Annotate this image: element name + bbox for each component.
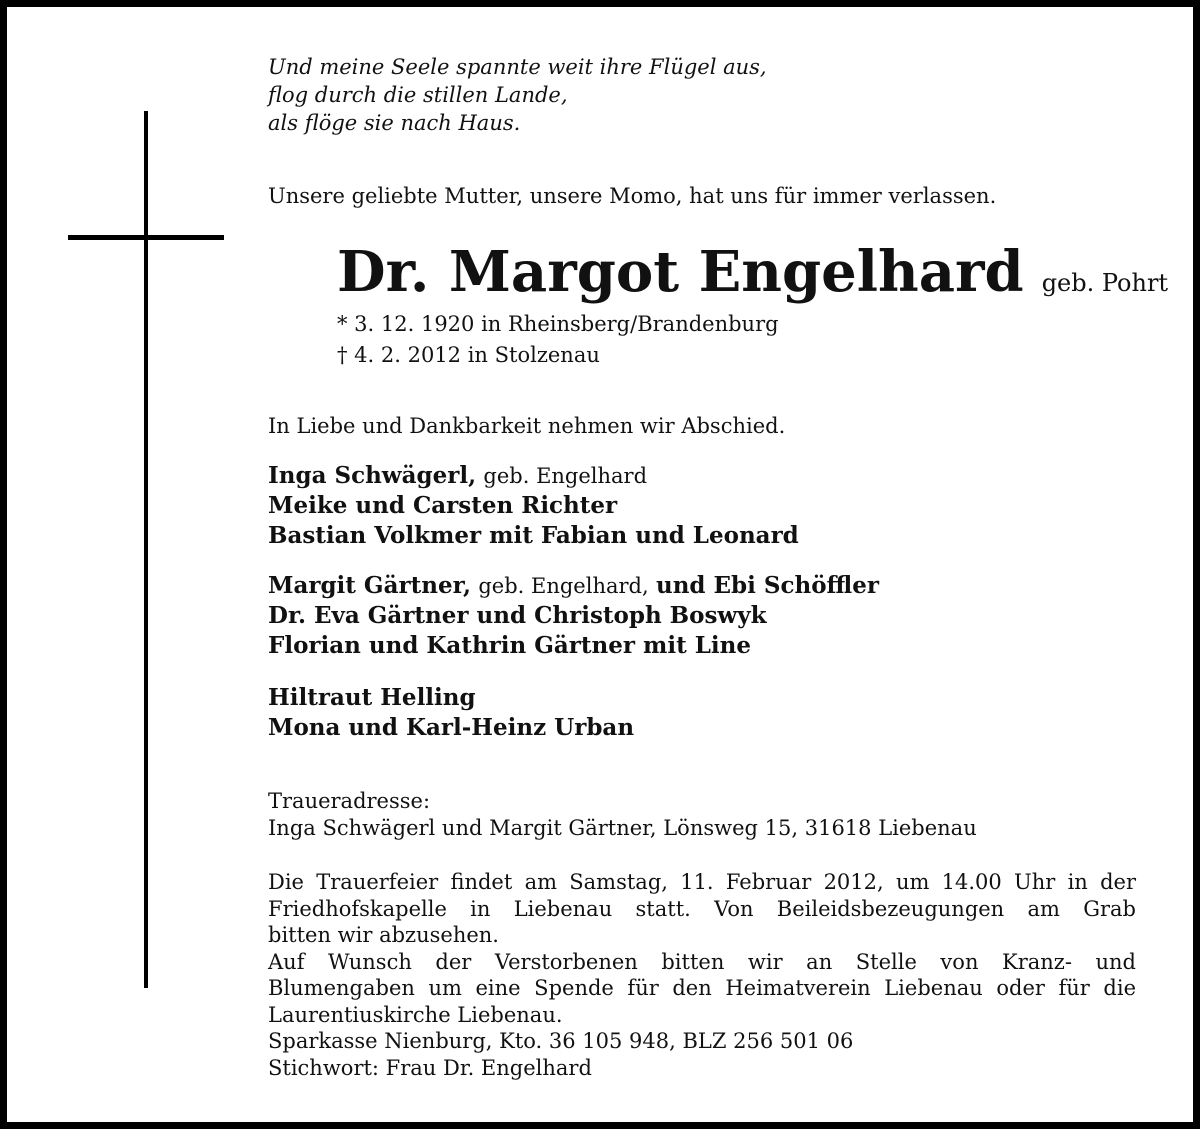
poem-line: als flöge sie nach Haus. — [268, 111, 521, 135]
address-label: Traueradresse: — [268, 789, 431, 813]
death-date: † 4. 2. 2012 in Stolzenau — [337, 343, 600, 367]
address-text: Inga Schwägerl und Margit Gärtner, Lönsweg 15, 31618 Liebenau — [268, 816, 977, 840]
cross-icon-vertical-bar — [144, 111, 148, 988]
mourner-note: geb. Engelhard, — [478, 574, 649, 598]
poem — [268, 53, 767, 137]
mourner-name: und Ebi Schöffler — [655, 572, 879, 599]
cross-icon-horizontal-bar — [68, 235, 224, 240]
mourner-name: Meike und Carsten Richter — [268, 492, 618, 519]
service-line: bitten wir abzusehen. — [268, 923, 499, 947]
mourners-group-3 — [268, 683, 634, 743]
service-line: Auf Wunsch der Verstorbenen bitten wir an Stelle von Kranz- und — [268, 949, 1136, 974]
birth-date: * 3. 12. 1920 in Rheinsberg/Brandenburg — [337, 312, 779, 336]
mourner-name: Margit Gärtner, — [268, 572, 472, 599]
mourners-group-2 — [268, 571, 879, 661]
mourners-group-1 — [268, 461, 799, 551]
keyword-line: Stichwort: Frau Dr. Engelhard — [268, 1055, 592, 1080]
mourner-name: Florian und Kathrin Gärtner mit Line — [268, 632, 751, 659]
deceased-maiden-name: geb. Pohrt — [1041, 269, 1169, 297]
poem-line: flog durch die stillen Lande, — [268, 83, 568, 107]
mourner-name: Dr. Eva Gärtner und Christoph Boswyk — [268, 602, 767, 629]
mourner-note: geb. Engelhard — [483, 464, 648, 488]
farewell-text: In Liebe und Dankbarkeit nehmen wir Abschied. — [268, 414, 786, 438]
mourning-address — [268, 788, 977, 842]
mourner-name: Mona und Karl-Heinz Urban — [268, 714, 635, 741]
intro-text: Unsere geliebte Mutter, unsere Momo, hat uns für immer verlassen. — [268, 184, 997, 208]
service-line: Laurentiuskirche Liebenau. — [268, 1002, 563, 1027]
mourner-name: Hiltraut Helling — [268, 684, 476, 711]
mourner-name: Bastian Volkmer mit Fabian und Leonard — [268, 522, 799, 549]
life-dates — [337, 309, 779, 371]
mourner-name: Inga Schwägerl, — [268, 462, 477, 489]
service-line: Die Trauerfeier findet am Samstag, 11. Februar 2012, um 14.00 Uhr in der — [268, 870, 1136, 894]
poem-line: Und meine Seele spannte weit ihre Flügel aus, — [268, 55, 767, 79]
service-info — [268, 869, 1136, 1081]
service-line: Friedhofskapelle in Liebenau statt. Von Beileidsbezeugungen am Grab — [268, 896, 1136, 921]
deceased-heading — [337, 237, 1168, 307]
deceased-name: Dr. Margot Engelhard — [337, 239, 1024, 305]
bank-details: Sparkasse Nienburg, Kto. 36 105 948, BLZ 256 501 06 — [268, 1029, 854, 1053]
service-line: Blumengaben um eine Spende für den Heimatverein Liebenau oder für die — [268, 976, 1136, 1000]
